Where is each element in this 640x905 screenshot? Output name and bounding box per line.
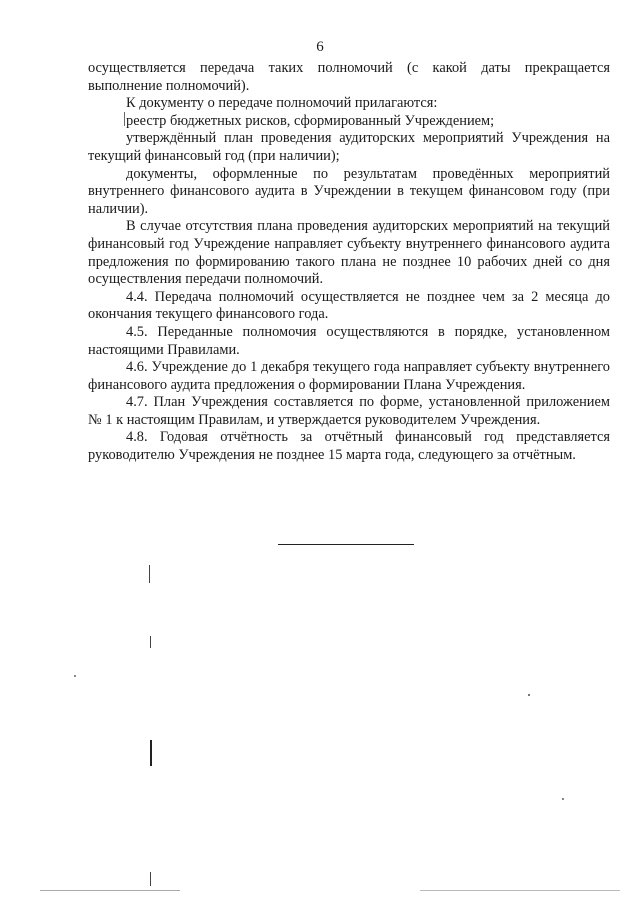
- document-body: [88, 60, 610, 465]
- scan-artifact: [150, 740, 152, 766]
- paragraph-audit-documents: документы, оформленные по результатам проведённых мероприятий внутреннего финансового аудита в Учреждении в текущем финансовом году (при наличии).: [88, 165, 610, 217]
- paragraph-4-7: 4.7. План Учреждения составляется по форме, установленной приложением № 1 к настоящим Правилам, и утверждается руководителем Учреждения.: [88, 394, 610, 428]
- scan-artifact: [528, 694, 530, 696]
- scan-artifact: [420, 890, 620, 891]
- paragraph-4-5: 4.5. Переданные полномочия осуществляются в порядке, установленном настоящими Правилами.: [88, 323, 610, 358]
- end-divider: [278, 544, 414, 545]
- paragraph-4-8: 4.8. Годовая отчётность за отчётный финансовый год представляется руководителю Учреждения не позднее 15 марта года, следующего за отчётным.: [88, 429, 610, 464]
- paragraph-attachments-intro: К документу о передаче полномочий прилагаются:: [126, 95, 438, 112]
- paragraph-continuation: осуществляется передача таких полномочий (с какой даты прекращается выполнение полномочий).: [88, 60, 610, 94]
- paragraph-4-6: 4.6. Учреждение до 1 декабря текущего года направляет субъекту внутреннего финансового аудита предложения о формировании Плана Учреждения.: [88, 359, 610, 393]
- scan-artifact: [150, 636, 151, 648]
- page-number: 6: [316, 39, 324, 55]
- scan-artifact: [562, 798, 564, 800]
- scan-artifact: [149, 565, 150, 583]
- paragraph-4-4: 4.4. Передача полномочий осуществляется не позднее чем за 2 месяца до окончания текущего финансового года.: [88, 288, 610, 323]
- paragraph-no-plan-case: В случае отсутствия плана проведения аудиторских мероприятий на текущий финансовый год Учреждение направляет субъекту внутреннего финансового аудита предложения по формированию такого плана не позднее 10 рабочих дней со дня осуществления передачи полномочий.: [88, 218, 610, 288]
- paragraph-audit-plan: утверждённый план проведения аудиторских мероприятий Учреждения на текущий финансовый год (при наличии);: [88, 130, 610, 164]
- paragraph-risk-register: реестр бюджетных рисков, сформированный Учреждением;: [126, 112, 495, 129]
- scan-artifact: [40, 890, 180, 891]
- scan-artifact: [74, 675, 76, 677]
- scan-artifact: [124, 112, 125, 126]
- scan-artifact: [150, 872, 151, 886]
